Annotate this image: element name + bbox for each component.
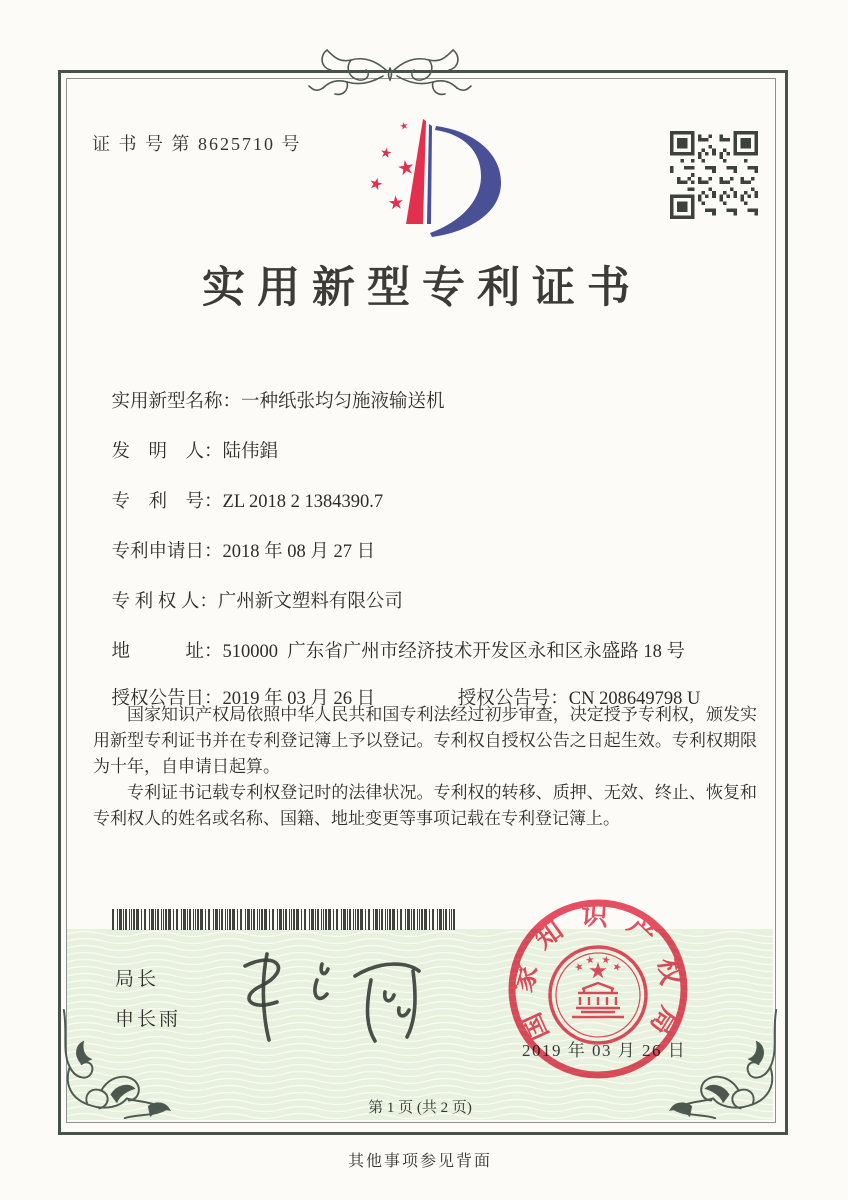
logo-p-bowl bbox=[430, 126, 501, 237]
certificate-number: 证 书 号 第 8625710 号 bbox=[92, 134, 302, 154]
paragraph-2: 专利证书记载专利权登记时的法律状况。专利权的转移、质押、无效、终止、恢复和专利权人的姓名或名称、国籍、地址变更等事项记载在专利登记簿上。 bbox=[93, 783, 757, 828]
seal-ring-text-holder bbox=[507, 900, 688, 1055]
official-seal bbox=[490, 881, 706, 1097]
cnipa-logo bbox=[350, 106, 525, 238]
grant-date-value: 2019 年 03 月 26 日 bbox=[222, 689, 376, 709]
field-value: 陆伟錩 bbox=[222, 442, 279, 462]
field-value: 510000 广东省广州市经济技术开发区永和区永盛路 18 号 bbox=[222, 642, 686, 662]
grant-date-label: 授权公告日： bbox=[111, 689, 223, 709]
logo-stars bbox=[369, 121, 415, 210]
qr-code bbox=[670, 131, 758, 219]
national-emblem-icon bbox=[550, 947, 646, 1043]
field-value: ZL 2018 2 1384390.7 bbox=[222, 492, 384, 512]
commissioner-label: 局长 bbox=[115, 969, 160, 990]
field-label: 地 址： bbox=[111, 642, 223, 662]
seal-date: 2019 年 03 月 26 日 bbox=[522, 1041, 687, 1060]
field-label: 实用新型名称： bbox=[111, 392, 242, 412]
commissioner-name: 申长雨 bbox=[115, 1009, 182, 1030]
page-number: 第 1 页 (共 2 页) bbox=[368, 1100, 472, 1116]
field-label: 发 明 人： bbox=[111, 442, 223, 462]
field-value: 一种纸张均匀施液输送机 bbox=[241, 392, 445, 412]
grant-number-label: 授权公告号： bbox=[457, 689, 569, 709]
field-label: 专利申请日： bbox=[111, 542, 223, 562]
field-value: 2018 年 08 月 27 日 bbox=[222, 542, 376, 562]
back-note: 其他事项参见背面 bbox=[347, 1153, 492, 1170]
barcode bbox=[112, 909, 457, 930]
logo-blue-spire bbox=[427, 124, 432, 224]
grant-number-value: CN 208649798 U bbox=[568, 689, 701, 709]
top-ornament bbox=[305, 42, 475, 104]
field-label: 专 利 号： bbox=[111, 492, 223, 512]
body-text bbox=[93, 702, 757, 832]
field-label: 专 利 权 人： bbox=[111, 592, 218, 612]
commissioner-signature bbox=[205, 942, 445, 1047]
seal-ring-text: 国家知识产权局 bbox=[507, 899, 689, 1055]
certificate-title: 实用新型专利证书 bbox=[202, 265, 642, 312]
field-value: 广州新文塑料有限公司 bbox=[217, 592, 403, 612]
paragraph-1: 国家知识产权局依照中华人民共和国专利法经过初步审查，决定授予专利权，颁发实用新型专利证书并在专利登记簿上予以登记。专利权自授权公告之日起生效。专利权期限为十年，自申请日起算。 bbox=[93, 705, 757, 776]
